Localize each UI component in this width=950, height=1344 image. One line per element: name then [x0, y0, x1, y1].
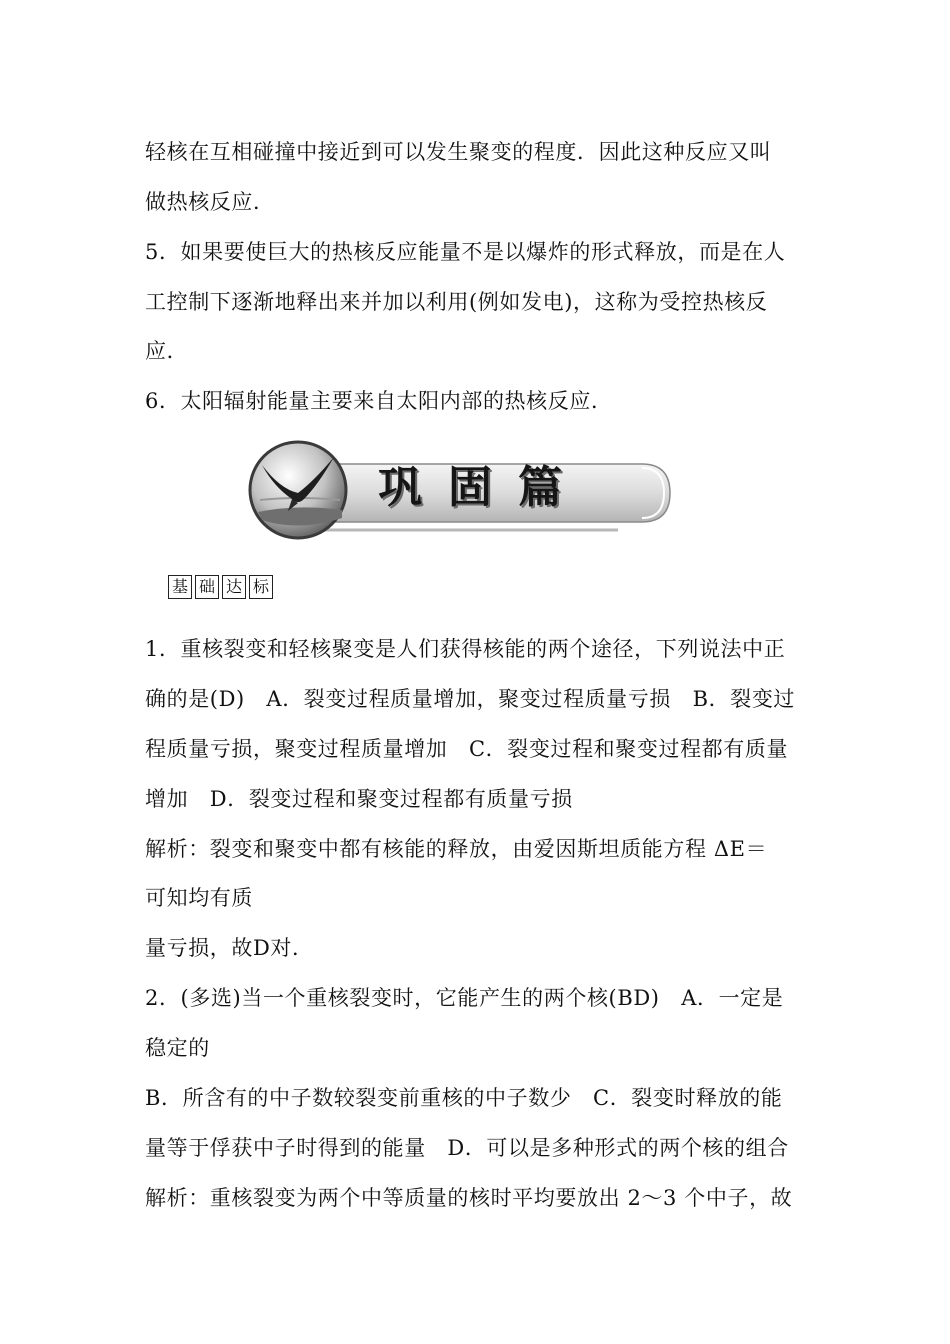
- heading-char: 基: [168, 575, 192, 599]
- text-line: 工控制下逐渐地释出来并加以利用(例如发电)，这称为受控热核反: [145, 290, 768, 314]
- text-line: 6．太阳辐射能量主要来自太阳内部的热核反应．: [145, 389, 613, 413]
- section-heading: [168, 575, 276, 599]
- text-line: 应．: [145, 339, 189, 363]
- text-line: 做热核反应．: [145, 190, 275, 214]
- text-line: 轻核在互相碰撞中接近到可以发生聚变的程度．因此这种反应又叫: [145, 140, 772, 164]
- text-line: 程质量亏损，聚变过程质量增加 C．裂变过程和聚变过程都有质量: [145, 737, 789, 761]
- heading-char: 础: [195, 575, 219, 599]
- text-line: 解析：裂变和聚变中都有核能的释放，由爱因斯坦质能方程 ΔE＝: [145, 837, 768, 861]
- section-banner: [238, 440, 672, 540]
- text-line: 量亏损，故D对．: [145, 936, 314, 960]
- text-line: 解析：重核裂变为两个中等质量的核时平均要放出 2～3 个中子，故: [145, 1186, 793, 1210]
- heading-char: 标: [249, 575, 273, 599]
- text-line: 确的是(D) A．裂变过程质量增加，聚变过程质量亏损 B．裂变过: [145, 687, 796, 711]
- bird-icon: [258, 455, 338, 515]
- text-line: 量等于俘获中子时得到的能量 D．可以是多种形式的两个核的组合: [145, 1136, 789, 1160]
- text-line: 可知均有质: [145, 886, 253, 910]
- text-line: 1．重核裂变和轻核聚变是人们获得核能的两个途径，下列说法中正: [145, 637, 786, 661]
- banner-title: 巩固篇: [378, 462, 588, 513]
- text-line: 稳定的: [145, 1036, 210, 1060]
- text-line: 增加 D．裂变过程和聚变过程都有质量亏损: [145, 787, 573, 811]
- text-line: B．所含有的中子数较裂变前重核的中子数少 C．裂变时释放的能: [145, 1086, 783, 1110]
- text-line: 2．(多选)当一个重核裂变时，它能产生的两个核(BD) A．一定是: [145, 986, 784, 1010]
- text-line: 5．如果要使巨大的热核反应能量不是以爆炸的形式释放，而是在人: [145, 240, 786, 264]
- heading-char: 达: [222, 575, 246, 599]
